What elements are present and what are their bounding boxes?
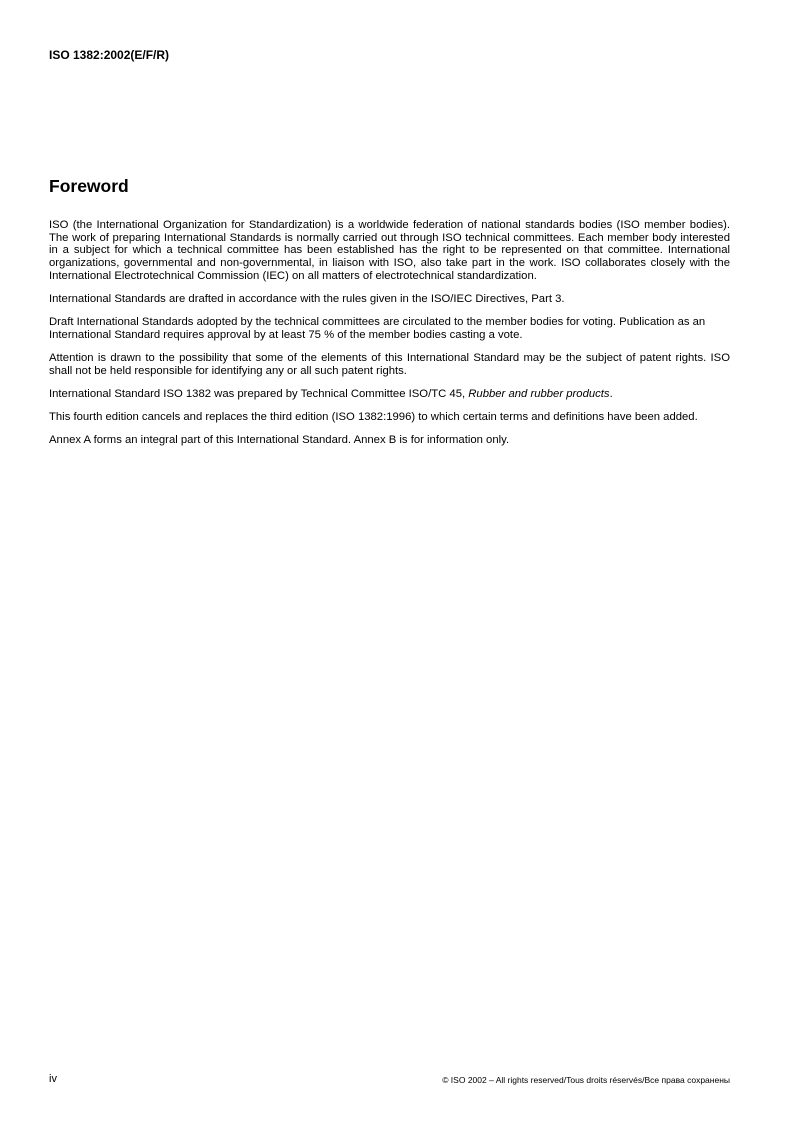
paragraph-iso-federation: ISO (the International Organization for Standardization) is a worldwide federation of national standards bodies (ISO member bodies). The work of preparing International Standards is normally carried out through ISO technical committees. Each member body interested in a subject for which a technical committee has been established has the right to be represented on that committee. International organizations, governmental and non-governmental, in liaison with ISO, also take part in the work. ISO collaborates closely with the International Electrotechnical Commission (IEC) on all matters of electrotechnical standardization. [49,219,730,282]
paragraph-patent-rights: Attention is drawn to the possibility that some of the elements of this International Standard may be the subject of patent rights. ISO shall not be held responsible for identifying any or all such patent rights. [49,352,730,377]
page-title: Foreword [49,176,129,196]
page-number: iv [49,1073,57,1085]
committee-title-italic: Rubber and rubber products [468,388,610,401]
paragraph-technical-committee [49,388,730,401]
document-id-header: ISO 1382:2002(E/F/R) [49,48,170,62]
paragraph-draft-standards: Draft International Standards adopted by the technical committees are circulated to the member bodies for voting. Publication as an International Standard requires approval by at least 75 % of the member bodies casting a vote. [49,316,706,341]
foreword-body [49,219,730,458]
committee-text-end: . [609,388,613,401]
committee-text: International Standard ISO 1382 was prepared by Technical Committee ISO/TC 45, [49,388,469,401]
paragraph-annexes: Annex A forms an integral part of this International Standard. Annex B is for information only. [49,434,510,447]
paragraph-edition: This fourth edition cancels and replaces the third edition (ISO 1382:1996) to which certain terms and definitions have been added. [49,411,698,424]
copyright-notice: © ISO 2002 – All rights reserved/Tous droits réservés/Все права сохранены [442,1075,730,1085]
paragraph-directives: International Standards are drafted in accordance with the rules given in the ISO/IEC Directives, Part 3. [49,293,565,306]
